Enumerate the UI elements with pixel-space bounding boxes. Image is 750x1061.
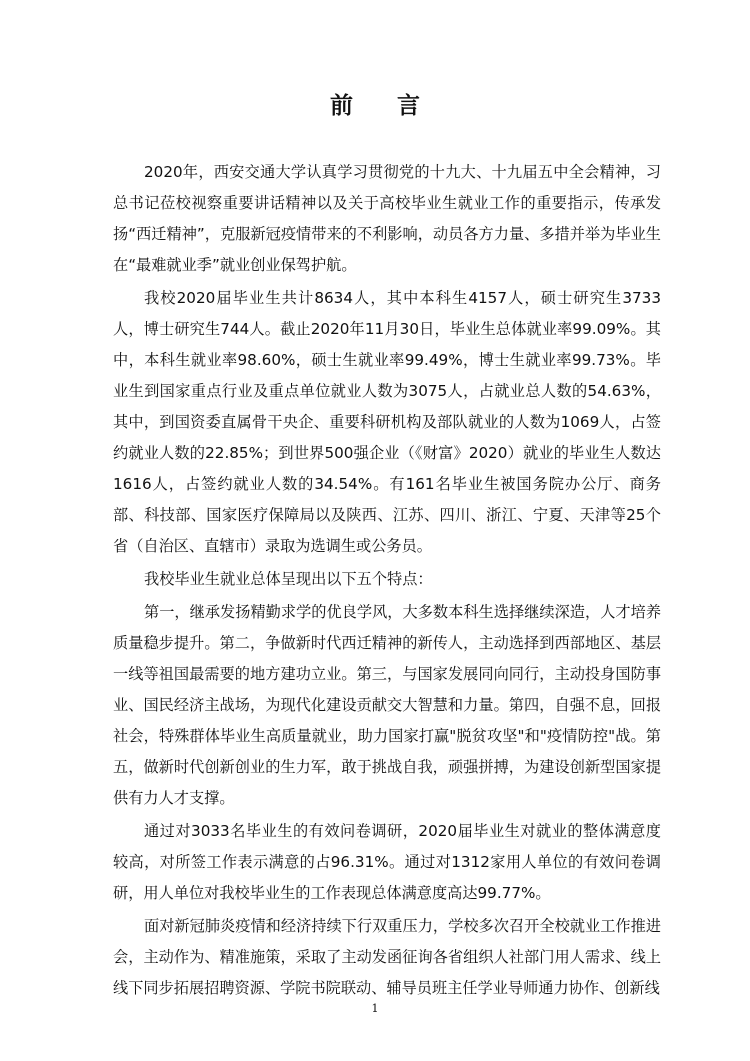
paragraph-satisfaction-survey: 通过对3033名毕业生的有效问卷调研，2020届毕业生对就业的整体满意度较高，对所签工作表示满意的占96.31%。通过对1312家用人单位的有效问卷调研，用人单位对我校毕业生的工作表现总体满意度高达99.77%。 xyxy=(113,822,661,902)
paragraph-intro: 2020年，西安交通大学认真学习贯彻党的十九大、十九届五中全会精神，习总书记莅校视察重要讲话精神以及关于高校毕业生就业工作的重要指示，传承发扬“西迁精神”，克服新冠疫情带来的不利影响，动员各方力量、多措并举为毕业生在“最难就业季”就业创业保驾护航。 xyxy=(113,163,661,274)
page-number: 1 xyxy=(371,1002,379,1015)
document-body xyxy=(113,157,661,1004)
paragraph-features-lead: 我校毕业生就业总体呈现出以下五个特点： xyxy=(144,570,433,588)
paragraph-employment-statistics: 我校2020届毕业生共计8634人，其中本科生4157人，硕士研究生3733人，博士研究生744人。截止2020年11月30日，毕业生总体就业率99.09%。其中，本科生就业率98.60%，硕士生就业率99.49%，博士生就业率99.73%。毕业生到国家重点行业及重点单位就业人数为3075人，占就业总人数的54.63%，其中，到国资委直属骨干央企、重要科研机构及部队就业的人数为1069人，占签约就业人数的22.85%；到世界500强企业（《财富》2020）就业的毕业生人数达1616人，占签约就业人数的34.54%。有161名毕业生被国务院办公厅、商务部、科技部、国家医疗保障局以及陕西、江苏、四川、浙江、宁夏、天津等25个省（自治区、直辖市）录取为选调生或公务员。 xyxy=(113,289,661,555)
paragraph-five-features: 第一，继承发扬精勤求学的优良学风，大多数本科生选择继续深造，人才培养质量稳步提升。第二，争做新时代西迁精神的新传人，主动选择到西部地区、基层一线等祖国最需要的地方建功立业。第三，与国家发展同向同行，主动投身国防事业、国民经济主战场，为现代化建设贡献交大智慧和力量。第四，自强不息，回报社会，特殊群体毕业生高质量就业，助力国家打赢"脱贫攻坚"和"疫情防控"战。第五，做新时代创新创业的生力军，敢于挑战自我，顽强拼搏，为建设创新型国家提供有力人才支撑。 xyxy=(113,603,661,807)
page-title: 前 言 xyxy=(329,93,438,119)
paragraph-pandemic-measures: 面对新冠肺炎疫情和经济持续下行双重压力，学校多次召开全校就业工作推进会，主动作为、精准施策，采取了主动发函征询各省组织人社部门用人需求、线上线下同步拓展招聘资源、学院书院联动、辅导员班主任学业导师通力协作、创新线 xyxy=(113,917,661,997)
